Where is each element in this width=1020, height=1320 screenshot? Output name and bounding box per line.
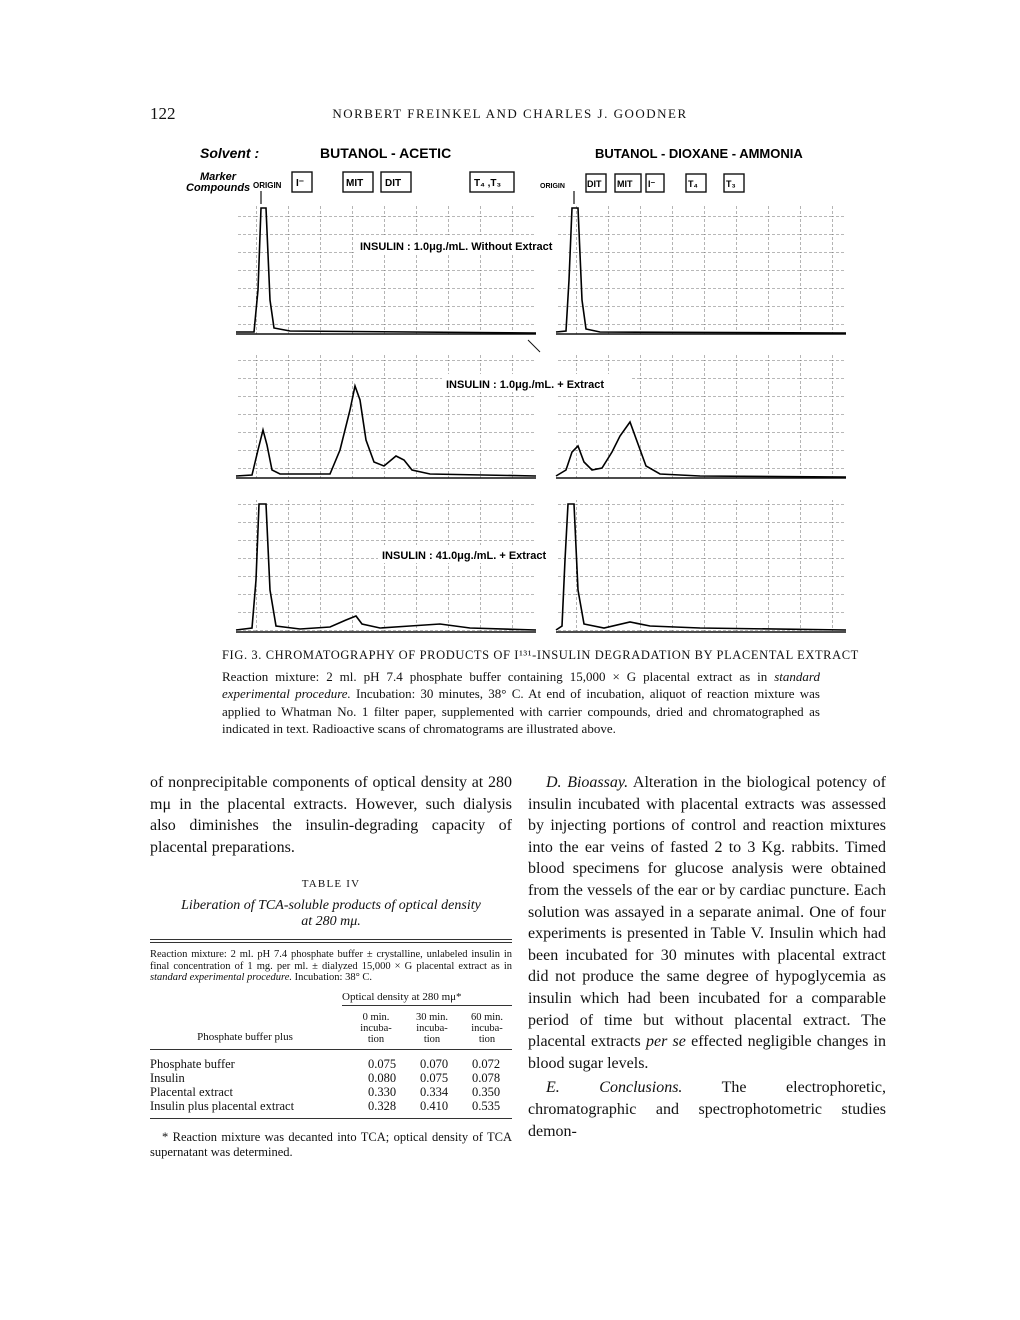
table-footnote: * Reaction mixture was decanted into TCA; optical density of TCA supernatant was determined. xyxy=(150,1130,512,1159)
origin-label-b: ORIGIN xyxy=(540,183,565,190)
section-d-paragraph: D. Bioassay. Alteration in the biological potency of insulin incubated with placental extracts was assessed by injecting portions of control and reaction mixtures into the ear veins of fasted 2 to 3 Kg. rabbits. Timed blood specimens for glucose analysis were obtained from the vessels of the ear or by cardiac puncture. Each solution was assayed in a separate animal. One of four experiments is presented in Table V. Insulin which had been incubated for 30 minutes with placental extract did not produce the same degree of hypoglycemia as insulin which had been incubated for a comparable period of time but without placental extract. The placental extracts per se effected negligible changes in blood sugar levels. xyxy=(528,774,887,1072)
scan-panel-2 xyxy=(236,340,846,478)
table-label: TABLE IV xyxy=(301,878,361,890)
table-note: Reaction mixture: 2 ml. pH 7.4 phosphate buffer ± crystalline, unlabeled insulin in final concentration of 1 mg. per ml. ± dialyzed 15,000 × G placental extract as in standard experimental procedure. Incubation: 38° C. xyxy=(150,949,512,983)
page-number: 122 xyxy=(150,104,176,123)
solvent-b-label: BUTANOL - DIOXANE - AMMONIA xyxy=(595,146,803,161)
marker-dit-b: DIT xyxy=(587,179,602,189)
figure-caption-body: Reaction mixture: 2 ml. pH 7.4 phosphate buffer containing 15,000 × G placental extract as in standard experimental procedure. Incubation: 30 minutes, 38° C. At end of incubation, aliquot of reaction mixture was applied to Whatman No. 1 filter paper, supplemented with carrier compounds, dried and chromatographed as indicated in text. Radioactive scans of chromatograms are illustrated above. xyxy=(222,669,820,737)
marker-label-1: Marker xyxy=(200,171,237,183)
table-col-header-1: 30 min. incuba- tion xyxy=(415,1012,449,1045)
table-row: Placental extract 0.330 0.334 0.350 xyxy=(150,1085,501,1099)
left-paragraph: of nonprecipitable components of optical density at 280 mμ in the placental extracts. However, such dialysis also diminishes the insulin-degrading capacity of placental preparations. xyxy=(150,774,512,856)
table-row: Phosphate buffer 0.075 0.070 0.072 xyxy=(150,1057,501,1071)
solvent-label: Solvent : xyxy=(200,145,260,161)
marker-i-a: I⁻ xyxy=(296,178,305,189)
table-row: Insulin plus placental extract 0.328 0.410 0.535 xyxy=(150,1099,501,1113)
panel-1-label: INSULIN : 1.0μg./mL. Without Extract xyxy=(360,241,553,253)
left-column-text xyxy=(150,772,512,858)
marker-t4-b: T₄ xyxy=(688,179,698,189)
section-e-heading: E. Conclusions. xyxy=(546,1079,683,1097)
table-row: Insulin 0.080 0.075 0.078 xyxy=(150,1071,501,1085)
marker-t4t3-a: T₄ ,T₃ xyxy=(474,178,502,189)
section-d-heading: D. Bioassay. xyxy=(546,774,629,791)
panel-3-label: INSULIN : 41.0μg./mL. + Extract xyxy=(382,550,547,562)
scan-panel-3 xyxy=(236,500,846,632)
marker-dit-a: DIT xyxy=(385,178,402,189)
running-head: NORBERT FREINKEL AND CHARLES J. GOODNER xyxy=(332,106,688,121)
section-e-paragraph: E. Conclusions. The electrophoretic, chromatographic and spectrophotometric studies demon- xyxy=(528,1079,887,1140)
right-column-text xyxy=(528,772,886,1142)
marker-mit-b: MIT xyxy=(617,179,633,189)
marker-boxes-a xyxy=(292,172,514,192)
marker-t3-b: T₃ xyxy=(726,179,736,189)
solvent-a-label: BUTANOL - ACETIC xyxy=(320,145,452,161)
table-group-header: Optical density at 280 mμ* xyxy=(342,991,462,1003)
marker-boxes-b xyxy=(586,174,744,192)
marker-i-b: I⁻ xyxy=(648,179,656,189)
table-col-header-2: 60 min. incuba- tion xyxy=(470,1012,504,1045)
panel-2-label: INSULIN : 1.0μg./mL. + Extract xyxy=(446,379,605,391)
marker-mit-a: MIT xyxy=(346,178,364,189)
figure-caption-title: FIG. 3. CHROMATOGRAPHY OF PRODUCTS OF I¹³¹-INSULIN DEGRADATION BY PLACENTAL EXTRACT xyxy=(222,648,859,662)
table-title: Liberation of TCA-soluble products of optical density at 280 mμ. xyxy=(181,898,481,929)
table-col-header-0: 0 min. incuba- tion xyxy=(360,1012,392,1045)
scan-panel-1 xyxy=(236,204,846,334)
table-row-header: Phosphate buffer plus xyxy=(197,1031,293,1043)
origin-label-a: ORIGIN xyxy=(253,181,282,190)
marker-label-2: Compounds xyxy=(186,182,251,194)
